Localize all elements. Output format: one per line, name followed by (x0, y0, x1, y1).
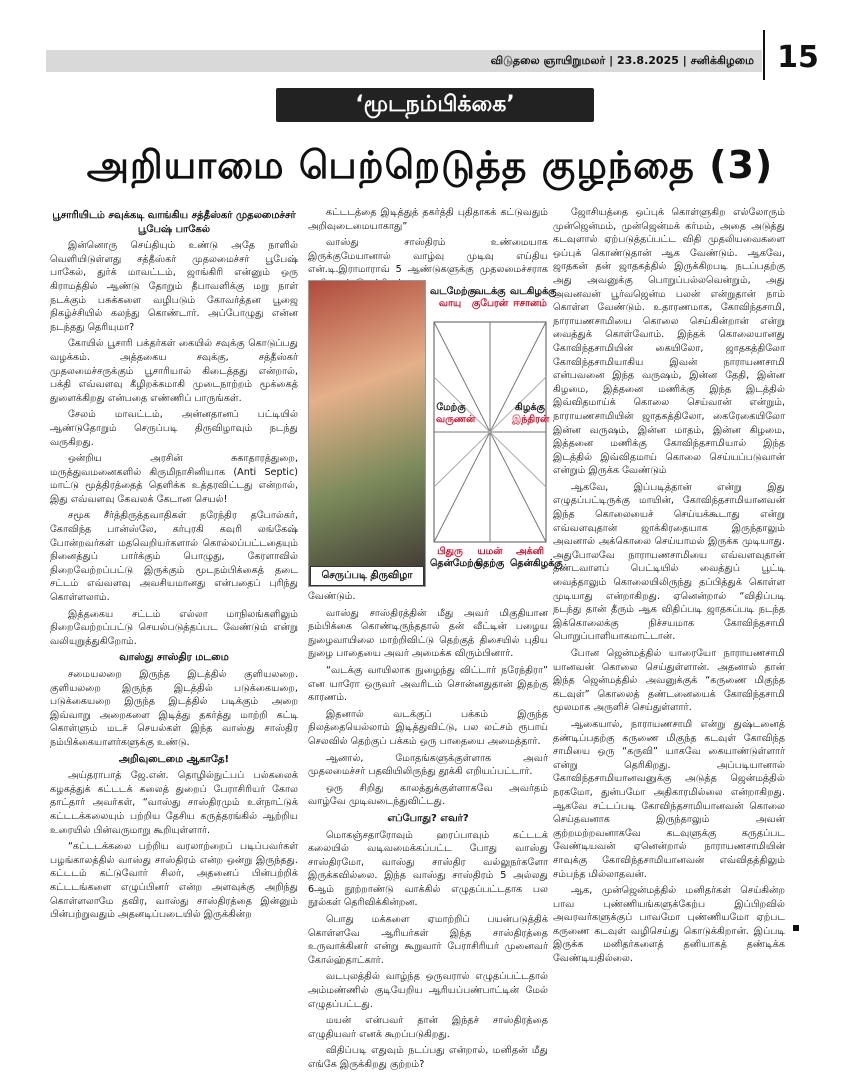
issue-day: சனிக்கிழமை (690, 54, 754, 67)
column-2 (308, 590, 548, 1070)
festival-photo (308, 280, 426, 587)
page-number-divider (763, 30, 765, 80)
issue-date: 23.8.2025 (616, 54, 679, 67)
subheading-3: அறிவுடைமை ஆகாதே! (118, 753, 230, 765)
photo-caption: செருப்படி திருவிழா (310, 566, 424, 586)
col1-para-2: கோயில் பூசாரி பக்தர்கள் கையில் சவுக்கு கொடுப்பது வழக்கம். அத்தகைய சவுக்கு, சத்தீஸ்கர் முதலமைச்சருக்கும் பூசாரியால் கிடைத்தது என்றால், பக்தி எவ்வளவு கீழிறக்கமாகி முடைநாற்றம் மூக்கைத் துளைக்கிறது என்பதை எண்ணிப் பாருங்கள். (50, 338, 298, 404)
col3-para-1: ஜோசியத்தை ஒப்புக் கொள்ளுகிற எல்லோரும் முன்ஜென்மம், முன்ஜென்மக் கர்மம், அதை அடுத்து கடவுளால் ஏற்படுத்தப்பட்ட விதி முதலியவைகளை ஒப்புக் கொண்டுதான் ஆக வேண்டும். ஆகவே, ஜாதகன் தன் ஜாதகத்தில் இருக்கிறபடி நடப்பதற்கு அது அவனுக்கு பொறுப்பல்லவென்றும், அது அவனவன் பூர்வஜென்ம பலன் என்றுதான் நாம் கொள்ள வேண்டும். உதாரணமாக, கோவிந்தசாமி, நாராயணசாமியை கொலை செய்கின்றான் என்று வைத்துக் கொள்வோம். இந்தக் கொலையானது கோவிந்தசாமியின் கையிலோ, ஜாதகத்திலோ கோவிந்தசாமியாகிய இவன் நாராயணசாமி என்பவனை இந்த வருஷம், இன்ன தேதி, இன்ன கிழமை, இத்தனை மணிக்கு இந்த இடத்தில் இவ்விதமாய்க் கொலை செய்வான் என்றும், நாராயணசாமியின் ஜாதகத்திலோ, கைரேகையிலோ இன்ன வருஷம், இன்ன மாதம், இன்ன கிழமை, இத்தனை மணிக்கு கோவிந்தசாமியால் இந்த இடத்தில் இவ்விதமாய் கொலை செய்யப்படுவான் என்றும் இருக்க வேண்டும் (553, 207, 785, 477)
label-north-east: வடகிழக்கு ஈசானம் (510, 286, 557, 309)
label-west: மேற்கு வருணன் (436, 402, 476, 425)
section-kicker: ‘மூடநம்பிக்கை’ (276, 88, 594, 122)
col2-para-8: ஒரு சிறிது காலத்துக்குள்ளாகவே அவர்தம் வாழ்வே முடிவடைந்துவிட்டது. (308, 782, 548, 808)
subheading-4: எப்போது? எவர்? (387, 812, 469, 824)
column-2-top (308, 206, 548, 276)
col1-para-5: சமூக சீர்த்திருத்தவாதிகள் நரேந்திர தபோல்கர், கோவிந்த பான்ஸ்லே, கர்புரகி கவுரி லங்கேஷ் போன்றவர்கள் மதவெறியர்களால் கொல்லப்பட்டதையும் நினைத்துப் பார்க்கும் பொழுது, கேரளாவில் நிறைவேற்றப்பட்டு இருக்கும் மூடநம்பிக்கைத் தடை சட்டம் எவ்வளவு அவசியமானது என்பதைப் புரிந்து கொள்ளலாம். (50, 510, 298, 604)
col1-para-6: இத்தகைய சட்டம் எல்லா மாநிலங்களிலும் நிறைவேற்றப்பட்டு செயல்படுத்தப்பட வேண்டும் என்று வலியுறுத்துகிறோம். (50, 608, 298, 647)
col1-para-9: “கட்டடக்கலை பற்றிய வரலாற்றைப் படிப்பவர்கள் பழங்காலத்தில் வாஸ்து சாஸ்திரம் என்ற ஒன்று இருந்தது. கட்டடம் கட்டுவோர் சிலர், அதனைப் பின்பற்றிக் கட்டடங்களை எழுப்பினர் என்ற அளவுக்கு அறிந்து கொள்ளலாமே தவிர, வாஸ்து சாஸ்திரத்தை இன்னும் பின்பற்றுவதும் அதனடிப்படையில் இருக்கின்ற (50, 841, 298, 921)
col2-para-2: வாஸ்து சாஸ்திரம் உண்மையாக இருக்குமேயானால் வாழ்வு முடிவு எய்திய என்.டி.இராமாராவ் 5 ஆண்டுகளுக்கு முதலமைச்சராக (308, 237, 548, 276)
subheading-2: வாஸ்து சாஸ்திர மடமை (119, 652, 229, 664)
col2-para-12: மயன் என்பவர் தான் இந்தச் சாஸ்திரத்தை எழுதியவர் எனக் கூறப்படுகிறது. (308, 1015, 548, 1040)
label-south: யமன் தெற்கு (475, 546, 505, 569)
col2-para-13: விதிப்படி எதுவும் நடப்பது என்றால், மனிதன் மீது எங்கே இருக்கிறது குற்றம்? (308, 1045, 548, 1070)
col3-para-2: ஆகவே, இப்படித்தான் என்று இது எழுதப்பட்டிருக்கு மாயின், கோவிந்தசாமியானவன் இந்த கொலையைச் செய்யக்கூடாது என்று எவ்வளவுதான் ஜாக்கிரதையாக இருந்தாலும் அவனால் அக்கொலை செய்யாமல் இருக்க முடியாது. அதுபோலவே நாராயணசாமியை எவ்வளவுதான் தண்டவாளப் பெட்டியில் வைத்துப் பூட்டி வைத்தாலும் கொலையிலிருந்து தப்பித்துக் கொள்ள முடியாது என்றாகிறது. ஏனென்றால் “விதிப்படி நடந்து தான் தீரும் ஆக விதிப்படி ஜாதகப்படி நடந்த இக்கொலைக்கு நிச்சயமாக கோவிந்தசாமி பொறுப்பாளியாகமாட்டான். (553, 481, 785, 643)
label-south-east: அக்னி தென்கிழக்கு (510, 546, 563, 569)
col1-para-7: சமையலறை இருந்த இடத்தில் குளியலறை. குளியலறை இருந்த இடத்தில் படுக்கையறை, படுக்கையறை இருந்த இடத்தில் படிக்கும் அறை இவ்வாறு அறைகளை இடித்து தகர்த்து மாற்றி கட்டி கொள்ளும் மடச் செயல்கள் இந்த வாஸ்து சாஸ்திர நம்பிக்கையாளர்களுக்கு உண்டு. (50, 669, 298, 748)
col2-para-9: மொகஞ்சதாரோவும் ஹரப்பாவும் கட்டடக் கலையில் வடிவமைக்கப்பட்ட போது வாஸ்து சாஸ்திரமோ, வாஸ்து சாஸ்திர வல்லுநர்களோ இருக்கவில்லை. இந்த வாஸ்து சாஸ்திரம் 5 அல்லது 6ஆம் நூற்றாண்டு வாக்கில் எழுதப்பட்டதாக பல நூல்கள் தெரிவிக்கின்றன. (308, 829, 548, 909)
end-mark (793, 925, 799, 931)
column-3 (553, 206, 785, 996)
col2-para-5: “வடக்கு வாயிலாக நுழைந்து விட்டார் நரேந்திரா” என யாரோ ஒருவர் அவரிடம் சொன்னதுதான் இதற்கு காரணம். (308, 664, 548, 704)
label-north-west: வடமேற்கு வாயு (430, 286, 476, 309)
subheading-1: பூசாரியிடம் சவுக்கடி வாங்கிய சத்தீஸ்கர் முதலமைச்சர் பூபேஷ் பாகேல் (52, 210, 296, 235)
header-text: விடுதலை ஞாயிறுமலர் | 23.8.2025 | சனிக்கிழமை (490, 54, 754, 67)
col1-para-8: அய்தராபாத் ஜே.என். தொழில்நுட்பப் பல்கலைக் கழகத்துக் கட்டடக் கலைத் துறைப் பேராசிரியர் கோல தாட்தார் அவர்கள், “வாஸ்து சாஸ்திரமும் உள்நாட்டுக் கட்டடக்கலையும் பற்றிய தேசிய கருத்தரங்கில் ஆற்றிய உரையில் பின்வருமாறு கூறியுள்ளார். (50, 770, 298, 836)
col2-para-4: வாஸ்து சாஸ்திரத்தின் மீது அவர் மிகுதியான நம்பிக்கை கொண்டிருந்ததால் தன் வீட்டின் பழைய நுழைவாயிலை மாற்றிவிட்டு தெற்குத் திசையில் புதிய நுழை பாதையை அவர் அமைக்க விரும்பினார். (308, 607, 548, 660)
col2-para-3: வேண்டும். (308, 591, 356, 602)
vastu-diagram (430, 282, 563, 582)
col2-para-10: பொது மக்களை ஏமாற்றிப் பயன்படுத்திக் கொள்ளவே ஆரியர்கள் இந்த சாஸ்திரத்தை உருவாக்கினர் என்று கூறுவார் பேராசிரியர் முனைவர் கோல்ஹ்தாட்கார். (308, 914, 548, 966)
newspaper-name: விடுதலை ஞாயிறுமலர் (490, 54, 606, 67)
col2-para-1: கட்டடத்தை இடித்துத் தகர்த்தி புதிதாகக் கட்டுவதும் அறிவுடைமையாகாது” (308, 207, 548, 232)
col2-para-7: ஆனால், மோதங்களுக்குள்ளாக அவர் முதலமைச்சர் பதவியிலிருந்து தூக்கி எறியப்பட்டார். (308, 752, 548, 778)
col3-para-4: ஆகையால், நாராயணசாமி என்று துஷ்டனைத் தண்டிப்பதற்கு கருணை மிகுந்த கடவுள் கோவிந்த சாமியை ஒரு “கருவி” யாகவே கையாண்டுள்ளார் என்று தெரிகிறது. அப்படியானால் கோவிந்தசாமியானவனுக்கு அடுத்த ஜென்மத்தில் நரகமோ, துன்பமோ அதிகாரமில்லை என்றாகிறது. ஆகவே சட்டப்படி கோவிந்தசாமியானவன் கொலை செய்தவனாக இருந்தாலும் அவன் குற்றமற்றவனாகவே கடவுளுக்கு கருதப்பட வேண்டியவன் ஏனென்றால் நாராயணசாமியின் சாவுக்கு கோவிந்தசாமியானவன் எவ்விதத்திலும் சம்பந்த மில்லாதவன். (553, 718, 785, 880)
label-east: கிழக்கு இந்திரன் (512, 402, 550, 425)
page-number: 15 (777, 40, 819, 75)
col2-para-6: இதனால் வடக்குப் பக்கம் இருந்த நிலத்தையெல்லாம் இடித்துவிட்டு, பல லட்சம் ரூபாய் செலவில் தெற்குப் பக்கம் ஒரு பாதையை அமைத்தார். (308, 708, 548, 747)
col1-para-1: இன்னொரு செய்தியும் உண்டு அதே நாளில் வெளியிடுள்ளது சத்தீஸ்கர் முதலமைச்சர் பூபேஷ் பாகேல், துர்க் மாவட்டம், ஜாங்கிரி என்னும் ஒரு கிராமத்தில் ஆண்டு தோறும் தீபாவளிக்கு மறு நாள் நடக்கும் பசுக்களை வழிபடும் கோவர்த்தன பூஜை நிகழ்ச்சியில் கலந்து கொண்டார். அப்போழுது என்ன நடந்தது தெரியுமா? (50, 240, 298, 333)
vastu-grid-lines (430, 282, 563, 582)
col1-para-3: சேலம் மாவட்டம், அன்னதானப் பட்டியில் ஆண்டுதோறும் செருப்படி திருவிழாவும் நடந்து வருகிறது. (50, 409, 298, 448)
label-south-west: பிதுரு தென்மேற்கு (430, 546, 483, 569)
article-title: அறியாமை பெற்றெடுத்த குழந்தை (3) (86, 143, 774, 187)
label-north: வடக்கு குபேரன் (471, 286, 509, 309)
column-1 (50, 206, 298, 996)
col1-para-4: ஒன்றிய அரசின் சுகாதாரத்துறை, மருத்துவமனைகளில் கிருமிநாசினியாக (Anti Septic) மாட்டு மூத்திரத்தைத் தெளிக்க உத்தரவிட்டது என்றால், இது எவ்வளவு கேவலக் கேடான செயல்! (50, 453, 298, 505)
col3-para-3: போன ஜென்மத்தில் யாரையோ நாராயணசாமி யானவன் கொலை செய்துள்ளான். அதனால் தான் இந்த ஜென்மத்தில் அவனுக்குக் “கருணை மிகுந்த கடவுள்” கொலைத் தண்டனையைக் கோவிந்தசாமி மூலமாக அருளிச் செய்துள்ளார். (553, 648, 785, 714)
col2-para-11: வடபுலத்தில் வாழ்ந்த ஒருவரால் எழுதப்பட்டதால் அம்மண்ணில் குடியேறிய ஆரியப்பண்பாட்டின் மேல் எழுதப்பட்டது. (308, 971, 548, 1010)
col3-para-5: ஆக, முன்ஜென்மத்தில் மனிதர்கள் செய்கின்ற பாவ புண்ணியங்களுக்கேற்ப இப்பிறவில் அவரவர்களுக்குப் பாவமோ புண்ணியமோ ஏற்பட கருணை கடவுள் வழிசெய்து கொடுக்கிறான். இப்படி இருக்க மனிதர்களைத் தனியாகத் தண்டிக்க வேண்டியதில்லை. (553, 885, 785, 965)
